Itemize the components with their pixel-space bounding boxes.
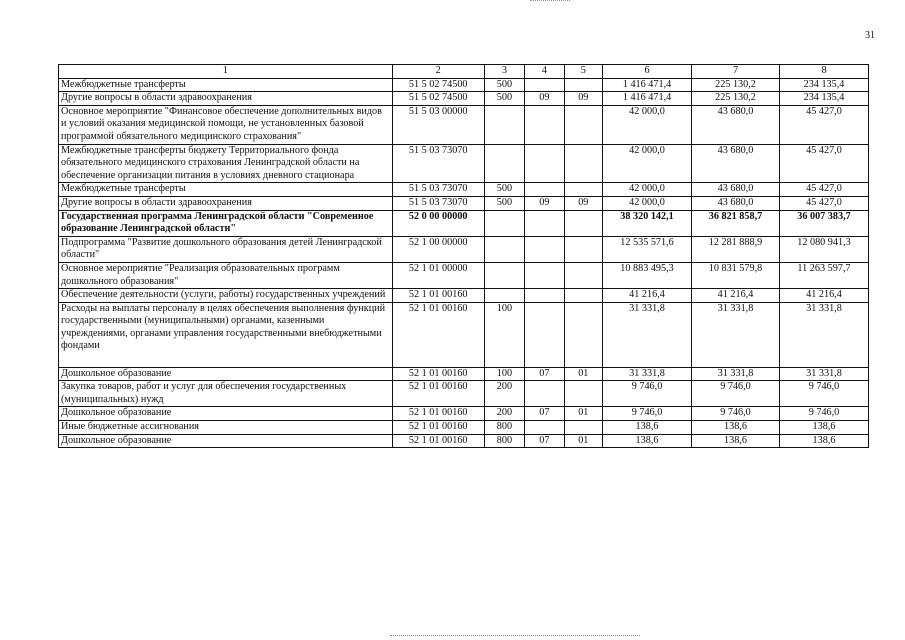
cell-amount-year1: 138,6 xyxy=(603,434,692,448)
cell-amount-year2: 9 746,0 xyxy=(692,381,780,407)
cell-section: 07 xyxy=(525,367,564,381)
cell-amount-year2: 36 821 858,7 xyxy=(692,210,780,236)
cell-name: Иные бюджетные ассигнования xyxy=(59,421,393,435)
table-row xyxy=(59,302,869,367)
budget-table xyxy=(58,64,869,448)
cell-section xyxy=(525,144,564,183)
cell-name: Основное мероприятие "Финансовое обеспечение дополнительных видов и условий оказания медицинской помощи, не установленных базовой программой обязательного медицинского страхования" xyxy=(59,105,393,144)
scan-edge-mark xyxy=(530,0,570,1)
cell-csr-code: 52 1 01 00160 xyxy=(392,407,484,421)
cell-amount-year1: 42 000,0 xyxy=(603,105,692,144)
cell-subsection xyxy=(564,210,602,236)
cell-amount-year3: 31 331,8 xyxy=(779,367,868,381)
cell-amount-year2: 12 281 888,9 xyxy=(692,236,780,262)
cell-csr-code: 52 1 01 00160 xyxy=(392,289,484,303)
cell-amount-year3: 45 427,0 xyxy=(779,105,868,144)
cell-expense-type xyxy=(484,144,524,183)
table-row xyxy=(59,381,869,407)
table-header-row xyxy=(59,65,869,79)
cell-subsection: 01 xyxy=(564,367,602,381)
column-header-year2: 7 xyxy=(692,65,780,79)
cell-amount-year3: 12 080 941,3 xyxy=(779,236,868,262)
column-header-year1: 6 xyxy=(603,65,692,79)
cell-csr-code: 52 1 00 00000 xyxy=(392,236,484,262)
table-row xyxy=(59,367,869,381)
cell-name: Другие вопросы в области здравоохранения xyxy=(59,92,393,106)
table-row xyxy=(59,421,869,435)
cell-csr-code: 51 5 03 73070 xyxy=(392,144,484,183)
cell-name: Основное мероприятие "Реализация образовательных программ дошкольного образования" xyxy=(59,262,393,288)
cell-expense-type xyxy=(484,236,524,262)
cell-amount-year1: 42 000,0 xyxy=(603,144,692,183)
column-header-pr: 5 xyxy=(564,65,602,79)
cell-subsection xyxy=(564,236,602,262)
cell-amount-year2: 10 831 579,8 xyxy=(692,262,780,288)
table-row xyxy=(59,407,869,421)
cell-amount-year3: 138,6 xyxy=(779,434,868,448)
cell-amount-year3: 9 746,0 xyxy=(779,381,868,407)
cell-csr-code: 51 5 03 00000 xyxy=(392,105,484,144)
cell-amount-year2: 41 216,4 xyxy=(692,289,780,303)
cell-csr-code: 52 1 01 00160 xyxy=(392,381,484,407)
cell-amount-year3: 11 263 597,7 xyxy=(779,262,868,288)
cell-subsection xyxy=(564,302,602,367)
cell-amount-year1: 9 746,0 xyxy=(603,407,692,421)
cell-subsection xyxy=(564,105,602,144)
cell-amount-year1: 42 000,0 xyxy=(603,183,692,197)
cell-amount-year3: 31 331,8 xyxy=(779,302,868,367)
cell-name: Закупка товаров, работ и услуг для обеспечения государственных (муниципальных) нужд xyxy=(59,381,393,407)
cell-amount-year3: 9 746,0 xyxy=(779,407,868,421)
cell-subsection: 01 xyxy=(564,407,602,421)
column-header-name: 1 xyxy=(59,65,393,79)
cell-name: Межбюджетные трансферты бюджету Территориального фонда обязательного медицинского страхования Ленинградской области на обеспечение организации питания в условиях дневного стационара xyxy=(59,144,393,183)
cell-csr-code: 52 1 01 00160 xyxy=(392,367,484,381)
cell-expense-type: 200 xyxy=(484,407,524,421)
cell-amount-year1: 31 331,8 xyxy=(603,302,692,367)
cell-csr-code: 51 5 02 74500 xyxy=(392,92,484,106)
cell-name: Другие вопросы в области здравоохранения xyxy=(59,196,393,210)
cell-amount-year1: 31 331,8 xyxy=(603,367,692,381)
cell-subsection xyxy=(564,289,602,303)
cell-csr-code: 51 5 03 73070 xyxy=(392,183,484,197)
table-row xyxy=(59,78,869,92)
page-number: 31 xyxy=(865,30,875,41)
cell-amount-year3: 45 427,0 xyxy=(779,196,868,210)
cell-section xyxy=(525,289,564,303)
cell-name: Дошкольное образование xyxy=(59,407,393,421)
cell-section: 07 xyxy=(525,434,564,448)
cell-csr-code: 52 1 01 00160 xyxy=(392,434,484,448)
column-header-vr: 3 xyxy=(484,65,524,79)
cell-expense-type xyxy=(484,105,524,144)
cell-csr-code: 52 1 01 00000 xyxy=(392,262,484,288)
table-row xyxy=(59,289,869,303)
table-row xyxy=(59,236,869,262)
cell-name: Подпрограмма "Развитие дошкольного образования детей Ленинградской области" xyxy=(59,236,393,262)
table-row xyxy=(59,210,869,236)
cell-name: Межбюджетные трансферты xyxy=(59,78,393,92)
cell-amount-year3: 45 427,0 xyxy=(779,183,868,197)
cell-expense-type: 200 xyxy=(484,381,524,407)
cell-amount-year1: 138,6 xyxy=(603,421,692,435)
cell-subsection: 09 xyxy=(564,196,602,210)
cell-amount-year2: 43 680,0 xyxy=(692,105,780,144)
cell-subsection xyxy=(564,78,602,92)
cell-expense-type: 800 xyxy=(484,421,524,435)
cell-amount-year2: 138,6 xyxy=(692,434,780,448)
cell-amount-year3: 45 427,0 xyxy=(779,144,868,183)
cell-amount-year2: 225 130,2 xyxy=(692,78,780,92)
cell-amount-year1: 38 320 142,1 xyxy=(603,210,692,236)
cell-amount-year1: 1 416 471,4 xyxy=(603,92,692,106)
cell-section xyxy=(525,78,564,92)
cell-amount-year2: 43 680,0 xyxy=(692,144,780,183)
cell-section: 07 xyxy=(525,407,564,421)
cell-expense-type xyxy=(484,289,524,303)
cell-section xyxy=(525,381,564,407)
column-header-rz: 4 xyxy=(525,65,564,79)
cell-section: 09 xyxy=(525,92,564,106)
cell-section xyxy=(525,183,564,197)
cell-name: Обеспечение деятельности (услуги, работы) государственных учреждений xyxy=(59,289,393,303)
cell-name: Межбюджетные трансферты xyxy=(59,183,393,197)
cell-amount-year1: 1 416 471,4 xyxy=(603,78,692,92)
cell-name: Расходы на выплаты персоналу в целях обеспечения выполнения функций государственными (муниципальными) органами, казенными учреждениями, органами управления государственными внебюджетными фондами xyxy=(59,302,393,367)
cell-amount-year3: 234 135,4 xyxy=(779,92,868,106)
cell-amount-year1: 9 746,0 xyxy=(603,381,692,407)
cell-section xyxy=(525,421,564,435)
cell-amount-year2: 138,6 xyxy=(692,421,780,435)
scan-edge-mark xyxy=(390,635,640,636)
table-row xyxy=(59,262,869,288)
cell-amount-year3: 36 007 383,7 xyxy=(779,210,868,236)
cell-amount-year3: 138,6 xyxy=(779,421,868,435)
cell-csr-code: 52 1 01 00160 xyxy=(392,421,484,435)
cell-amount-year2: 9 746,0 xyxy=(692,407,780,421)
table-row xyxy=(59,92,869,106)
cell-section xyxy=(525,236,564,262)
cell-amount-year2: 225 130,2 xyxy=(692,92,780,106)
cell-amount-year1: 41 216,4 xyxy=(603,289,692,303)
cell-expense-type: 100 xyxy=(484,367,524,381)
cell-amount-year3: 234 135,4 xyxy=(779,78,868,92)
table-row xyxy=(59,434,869,448)
cell-subsection xyxy=(564,421,602,435)
cell-subsection xyxy=(564,183,602,197)
cell-amount-year2: 31 331,8 xyxy=(692,367,780,381)
cell-subsection: 01 xyxy=(564,434,602,448)
cell-amount-year1: 12 535 571,6 xyxy=(603,236,692,262)
table-row xyxy=(59,196,869,210)
cell-expense-type xyxy=(484,262,524,288)
cell-csr-code: 52 0 00 00000 xyxy=(392,210,484,236)
cell-expense-type: 500 xyxy=(484,78,524,92)
cell-name: Дошкольное образование xyxy=(59,434,393,448)
cell-csr-code: 51 5 02 74500 xyxy=(392,78,484,92)
cell-expense-type: 800 xyxy=(484,434,524,448)
cell-expense-type: 500 xyxy=(484,196,524,210)
cell-amount-year2: 43 680,0 xyxy=(692,196,780,210)
cell-amount-year3: 41 216,4 xyxy=(779,289,868,303)
cell-name: Дошкольное образование xyxy=(59,367,393,381)
table-row xyxy=(59,183,869,197)
column-header-year3: 8 xyxy=(779,65,868,79)
cell-amount-year1: 10 883 495,3 xyxy=(603,262,692,288)
cell-section xyxy=(525,302,564,367)
cell-section xyxy=(525,262,564,288)
cell-section xyxy=(525,210,564,236)
cell-section: 09 xyxy=(525,196,564,210)
cell-expense-type: 500 xyxy=(484,92,524,106)
cell-expense-type xyxy=(484,210,524,236)
cell-expense-type: 100 xyxy=(484,302,524,367)
cell-expense-type: 500 xyxy=(484,183,524,197)
cell-csr-code: 51 5 03 73070 xyxy=(392,196,484,210)
table-body xyxy=(59,78,869,448)
table-row xyxy=(59,105,869,144)
cell-section xyxy=(525,105,564,144)
cell-subsection: 09 xyxy=(564,92,602,106)
cell-subsection xyxy=(564,381,602,407)
cell-subsection xyxy=(564,262,602,288)
cell-subsection xyxy=(564,144,602,183)
cell-amount-year1: 42 000,0 xyxy=(603,196,692,210)
cell-name: Государственная программа Ленинградской области "Современное образование Ленинградской области" xyxy=(59,210,393,236)
cell-amount-year2: 43 680,0 xyxy=(692,183,780,197)
cell-csr-code: 52 1 01 00160 xyxy=(392,302,484,367)
column-header-csr: 2 xyxy=(392,65,484,79)
table-row xyxy=(59,144,869,183)
cell-amount-year2: 31 331,8 xyxy=(692,302,780,367)
